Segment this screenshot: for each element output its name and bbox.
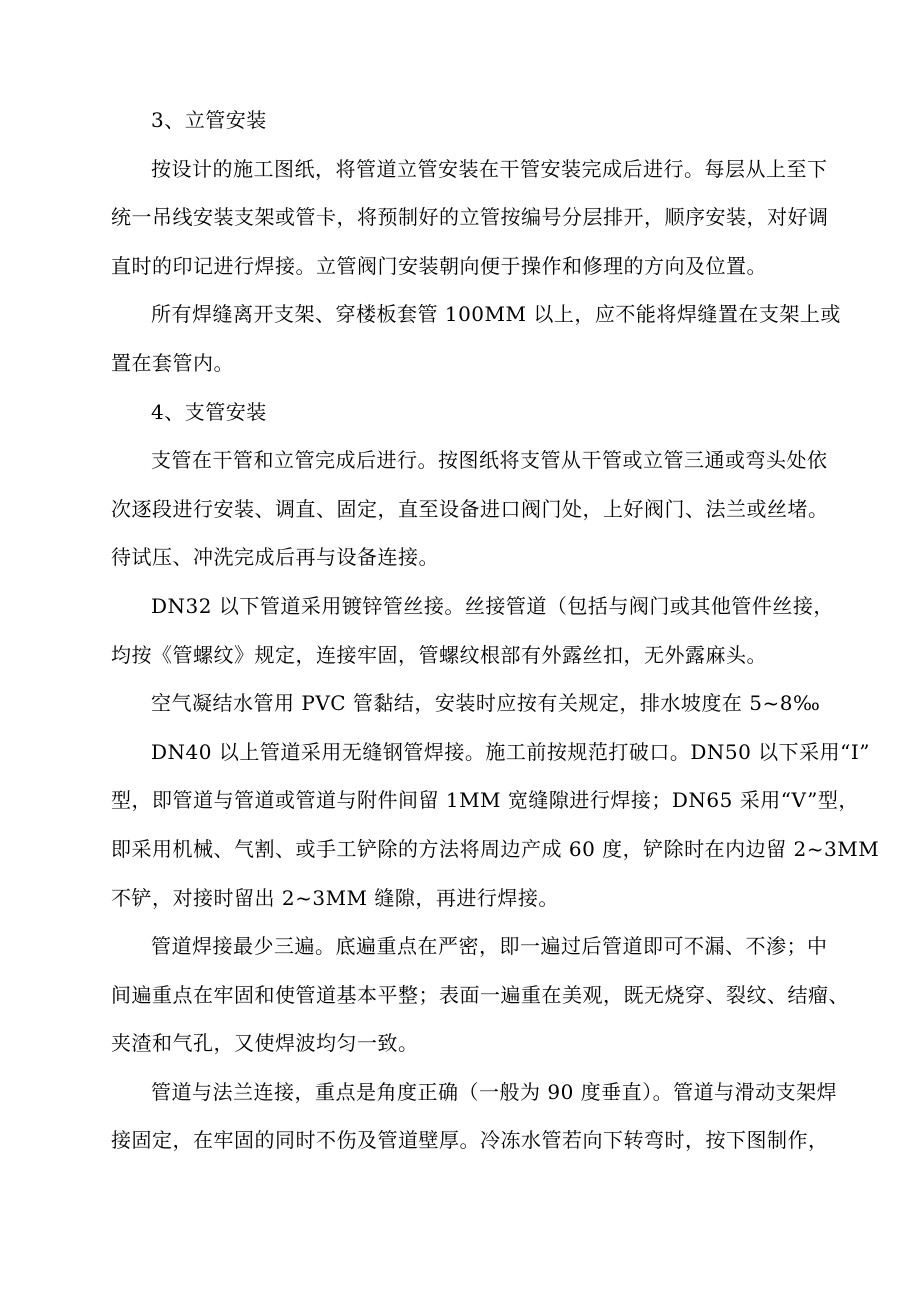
- text-line: DN40 以上管道采用无缝钢管焊接。施工前按规范打破口。DN50 以下采用“I”: [151, 739, 871, 764]
- text-line: 按设计的施工图纸，将管道立管安装在干管安装完成后进行。每层从上至下: [151, 156, 828, 181]
- text-line: 所有焊缝离开支架、穿楼板套管 100MM 以上，应不能将焊缝置在支架上或: [151, 302, 841, 327]
- text-line: 间遍重点在牢固和使管道基本平整；表面一遍重在美观，既无烧穿、裂纹、结瘤、: [111, 982, 849, 1007]
- section-heading: 4、支管安装: [151, 399, 267, 424]
- text-line: 统一吊线安装支架或管卡，将预制好的立管按编号分层排开，顺序安装，对好调: [111, 205, 829, 230]
- text-line: DN32 以下管道采用镀锌管丝接。丝接管道（包括与阀门或其他管件丝接，: [151, 593, 834, 618]
- text-line: 管道与法兰连接，重点是角度正确（一般为 90 度垂直）。管道与滑动支架焊: [151, 1079, 838, 1104]
- text-line: 次逐段进行安装、调直、固定，直至设备进口阀门处，上好阀门、法兰或丝堵。: [111, 496, 829, 521]
- text-line: 接固定，在牢固的同时不伤及管道壁厚。冷冻水管若向下转弯时，按下图制作，: [111, 1128, 829, 1153]
- text-line: 支管在干管和立管完成后进行。按图纸将支管从干管或立管三通或弯头处依: [151, 448, 828, 473]
- text-line: 均按《管螺纹》规定，连接牢固，管螺纹根部有外露丝扣，无外露麻头。: [111, 642, 767, 667]
- text-line: 型，即管道与管道或管道与附件间留 1MM 宽缝隙进行焊接；DN65 采用“V”型，: [111, 788, 859, 813]
- section-heading: 3、立管安装: [151, 108, 267, 132]
- document-body: [111, 96, 880, 1165]
- text-line: 直时的印记进行焊接。立管阀门安装朝向便于操作和修理的方向及位置。: [111, 253, 767, 278]
- text-line: 空气凝结水管用 PVC 管黏结，安装时应按有关规定，排水坡度在 5~8‰: [151, 691, 821, 716]
- text-line: 即采用机械、气割、或手工铲除的方法将周边产成 60 度，铲除时在内边留 2~3MM: [111, 836, 880, 861]
- text-line: 置在套管内。: [111, 350, 234, 375]
- text-line: 夹渣和气孔，又使焊波均匀一致。: [111, 1031, 419, 1056]
- text-line: 不铲，对接时留出 2~3MM 缝隙，再进行焊接。: [111, 885, 559, 910]
- text-line: 管道焊接最少三遍。底遍重点在严密，即一遍过后管道即可不漏、不渗；中: [151, 934, 828, 959]
- text-line: 待试压、冲洗完成后再与设备连接。: [111, 545, 439, 570]
